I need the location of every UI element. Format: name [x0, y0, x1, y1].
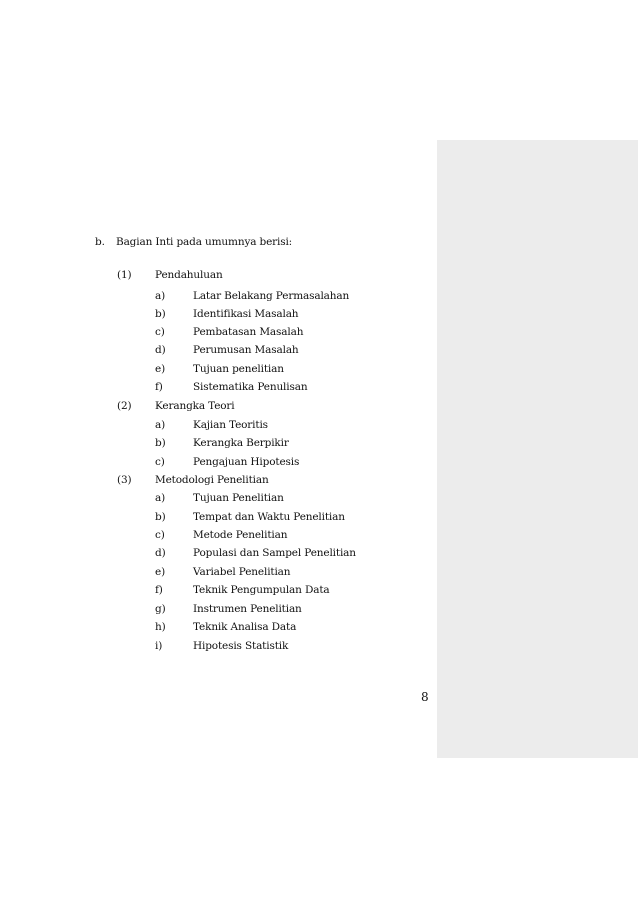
item-letter: a)	[155, 492, 166, 504]
page-number: 8	[421, 690, 429, 704]
intro-text: Bagian Inti pada umumnya berisi:	[116, 236, 293, 248]
item-letter: c)	[155, 456, 165, 468]
item-letter: e)	[155, 566, 166, 578]
item-letter: b)	[155, 511, 166, 523]
list-marker-b: b.	[95, 236, 105, 248]
comment-margin-panel	[437, 140, 638, 758]
item-letter: c)	[155, 529, 165, 541]
list-item: Variabel Penelitian	[193, 566, 291, 578]
section-title: Kerangka Teori	[155, 400, 235, 412]
list-item: Latar Belakang Permasalahan	[193, 290, 350, 302]
section-number: (3)	[117, 474, 132, 486]
list-item: Metode Penelitian	[193, 529, 288, 541]
item-letter: d)	[155, 547, 166, 559]
list-item: Populasi dan Sampel Penelitian	[193, 547, 356, 559]
list-item: Tujuan penelitian	[193, 363, 284, 375]
item-letter: h)	[155, 621, 166, 633]
list-item: Sistematika Penulisan	[193, 381, 308, 393]
list-item: Tujuan Penelitian	[193, 492, 284, 504]
item-letter: e)	[155, 363, 166, 375]
section-title: Pendahuluan	[155, 269, 223, 281]
list-item: Identifikasi Masalah	[193, 308, 299, 320]
section-number: (2)	[117, 400, 132, 412]
list-item: Instrumen Penelitian	[193, 603, 302, 615]
list-item: Kerangka Berpikir	[193, 437, 289, 449]
section-title: Metodologi Penelitian	[155, 474, 269, 486]
item-letter: f)	[155, 381, 163, 393]
item-letter: d)	[155, 344, 166, 356]
item-letter: c)	[155, 326, 165, 338]
section-number: (1)	[117, 269, 132, 281]
item-letter: b)	[155, 437, 166, 449]
list-item: Pengajuan Hipotesis	[193, 456, 300, 468]
item-letter: g)	[155, 603, 166, 615]
list-item: Teknik Pengumpulan Data	[193, 584, 330, 596]
list-item: Perumusan Masalah	[193, 344, 299, 356]
list-item: Hipotesis Statistik	[193, 640, 289, 652]
item-letter: b)	[155, 308, 166, 320]
list-item: Teknik Analisa Data	[193, 621, 297, 633]
item-letter: i)	[155, 640, 163, 652]
item-letter: a)	[155, 290, 166, 302]
list-item: Kajian Teoritis	[193, 419, 268, 431]
item-letter: a)	[155, 419, 166, 431]
list-item: Pembatasan Masalah	[193, 326, 304, 338]
item-letter: f)	[155, 584, 163, 596]
list-item: Tempat dan Waktu Penelitian	[193, 511, 345, 523]
